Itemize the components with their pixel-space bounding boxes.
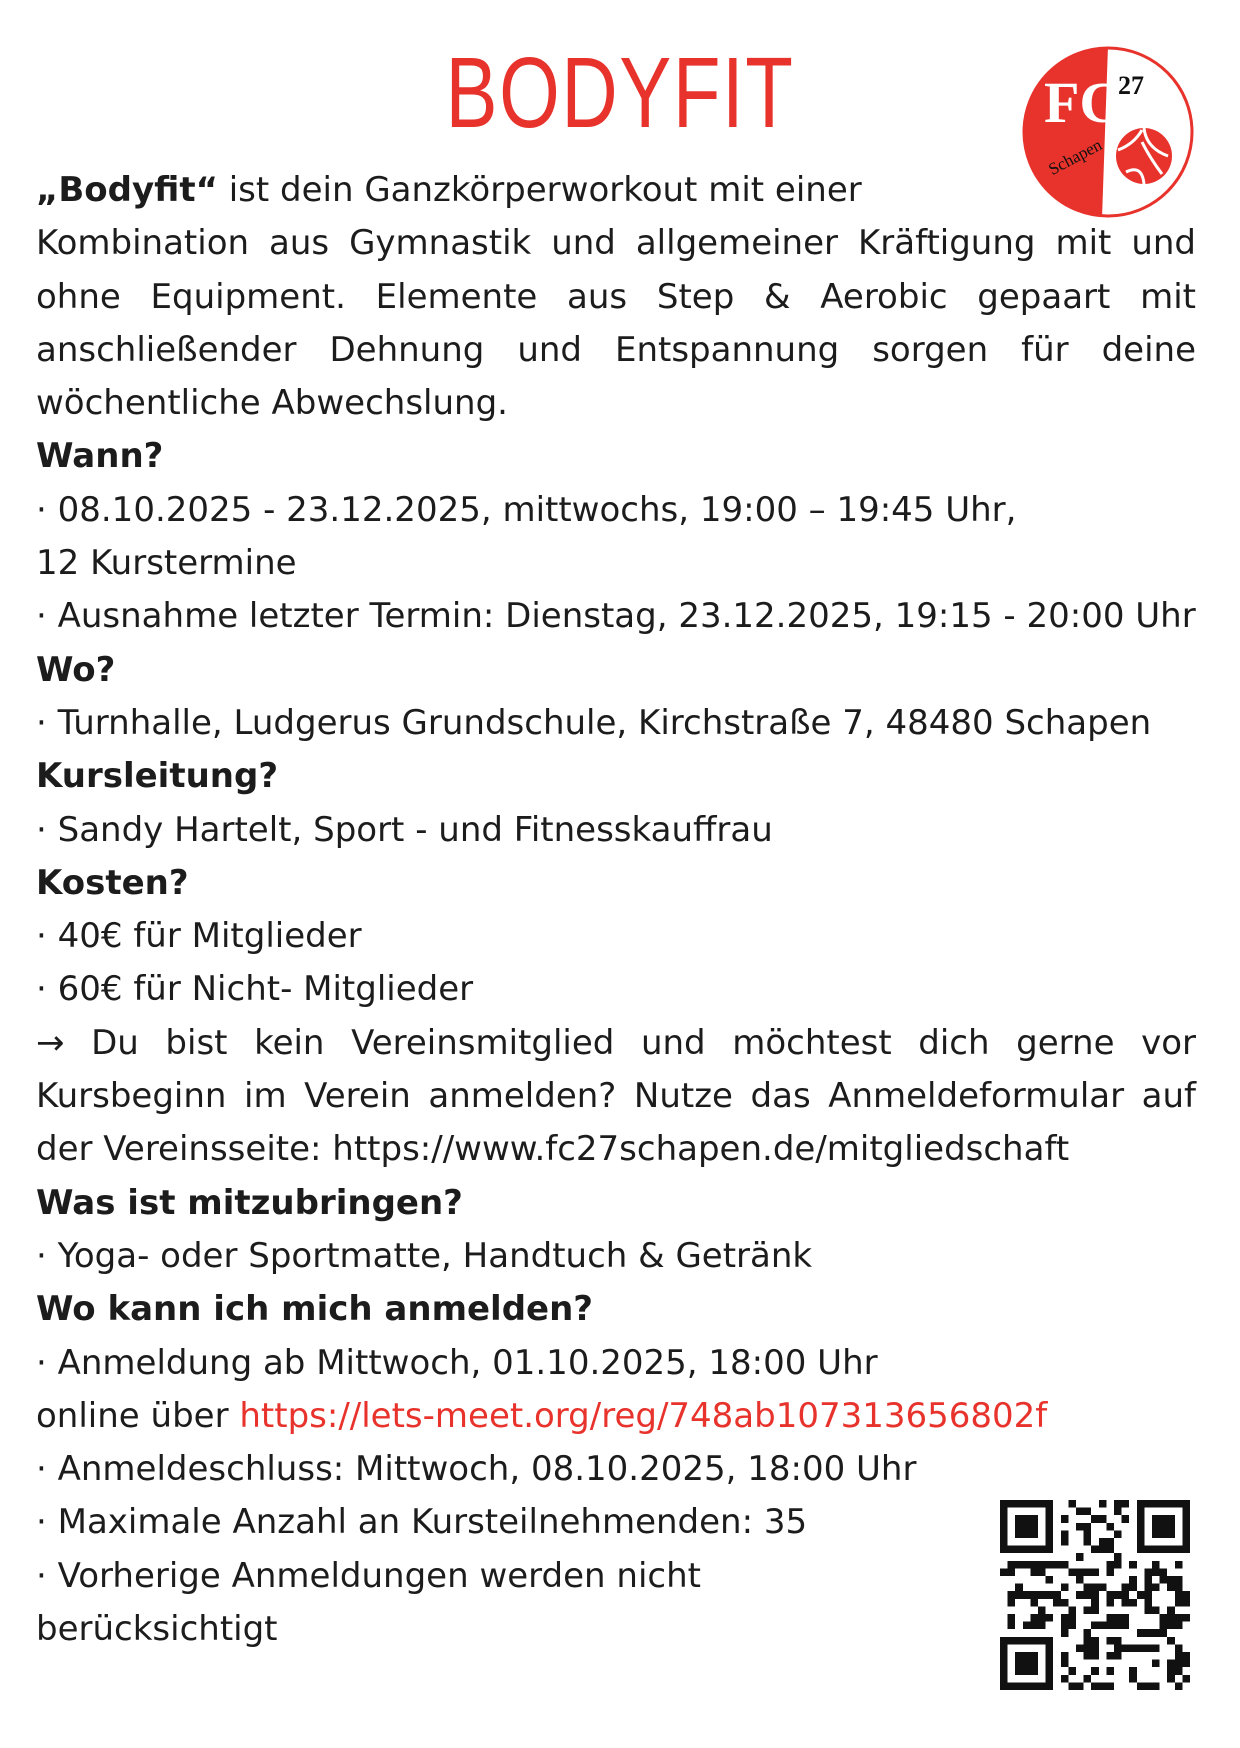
costs-members: · 40€ für Mitglieder: [36, 916, 362, 957]
when-heading: Wann?: [36, 436, 164, 477]
register-heading: Wo kann ich mich anmelden?: [36, 1289, 594, 1330]
intro-course-name: „Bodyfit“: [36, 170, 218, 210]
intro-first-line: [36, 164, 1196, 217]
register-prior-note-end: berücksichtigt: [36, 1609, 278, 1650]
register-online-prefix: online über: [36, 1395, 240, 1436]
when-session-count: 12 Kurstermine: [36, 543, 297, 584]
register-start: · Anmeldung ab Mittwoch, 01.10.2025, 18:00 Uhr: [36, 1342, 878, 1383]
logo-letters: FC: [1044, 70, 1122, 135]
when-exception: · Ausnahme letzter Termin: Dienstag, 23.12.2025, 19:15 - 20:00 Uhr: [36, 596, 1196, 637]
registration-link[interactable]: https://lets-meet.org/reg/748ab107313656802f: [239, 1395, 1048, 1436]
register-deadline: · Anmeldeschluss: Mittwoch, 08.10.2025, 18:00 Uhr: [36, 1449, 917, 1490]
page-title: BODYFIT: [445, 37, 795, 149]
where-heading: Wo?: [36, 649, 116, 690]
costs-heading: Kosten?: [36, 862, 189, 903]
logo-town: Schapen: [1045, 135, 1106, 179]
register-online: [36, 1390, 1196, 1443]
register-max-participants: · Maximale Anzahl an Kursteilnehmenden: 35: [36, 1502, 808, 1543]
instructor-name: · Sandy Hartelt, Sport - und Fitnesskauffrau: [36, 809, 773, 850]
bring-items: · Yoga- oder Sportmatte, Handtuch & Getränk: [36, 1235, 813, 1276]
instructor-heading: Kursleitung?: [36, 756, 279, 797]
intro-first-line-text: ist dein Ganzkörperworkout mit einer: [217, 170, 862, 210]
costs-membership-note: → Du bist kein Vereinsmitglied und möchtest dich gerne vor Kursbeginn im Verein anmelden? Nutze das Anmeldeformular auf der Vereinsseite: https://www.fc27schapen.de/mitgliedschaft: [36, 1022, 1196, 1170]
costs-non-members: · 60€ für Nicht- Mitglieder: [36, 969, 474, 1010]
bring-heading: Was ist mitzubringen?: [36, 1182, 463, 1223]
where-location: · Turnhalle, Ludgerus Grundschule, Kirchstraße 7, 48480 Schapen: [36, 702, 1152, 743]
when-dates: · 08.10.2025 - 23.12.2025, mittwochs, 19:00 – 19:45 Uhr,: [36, 489, 1017, 530]
logo-number: 27: [1118, 71, 1144, 100]
course-info: [36, 164, 1196, 1656]
register-prior-note: · Vorherige Anmeldungen werden nicht: [36, 1555, 701, 1596]
intro-paragraph: Kombination aus Gymnastik und allgemeiner Kräftigung mit und ohne Equipment. Elemente aus Step & Aerobic gepaart mit anschließender Dehnung und Entspannung sorgen für deine wöchentliche Abwechslung.: [36, 223, 1196, 424]
qr-code-icon[interactable]: [1000, 1500, 1190, 1690]
